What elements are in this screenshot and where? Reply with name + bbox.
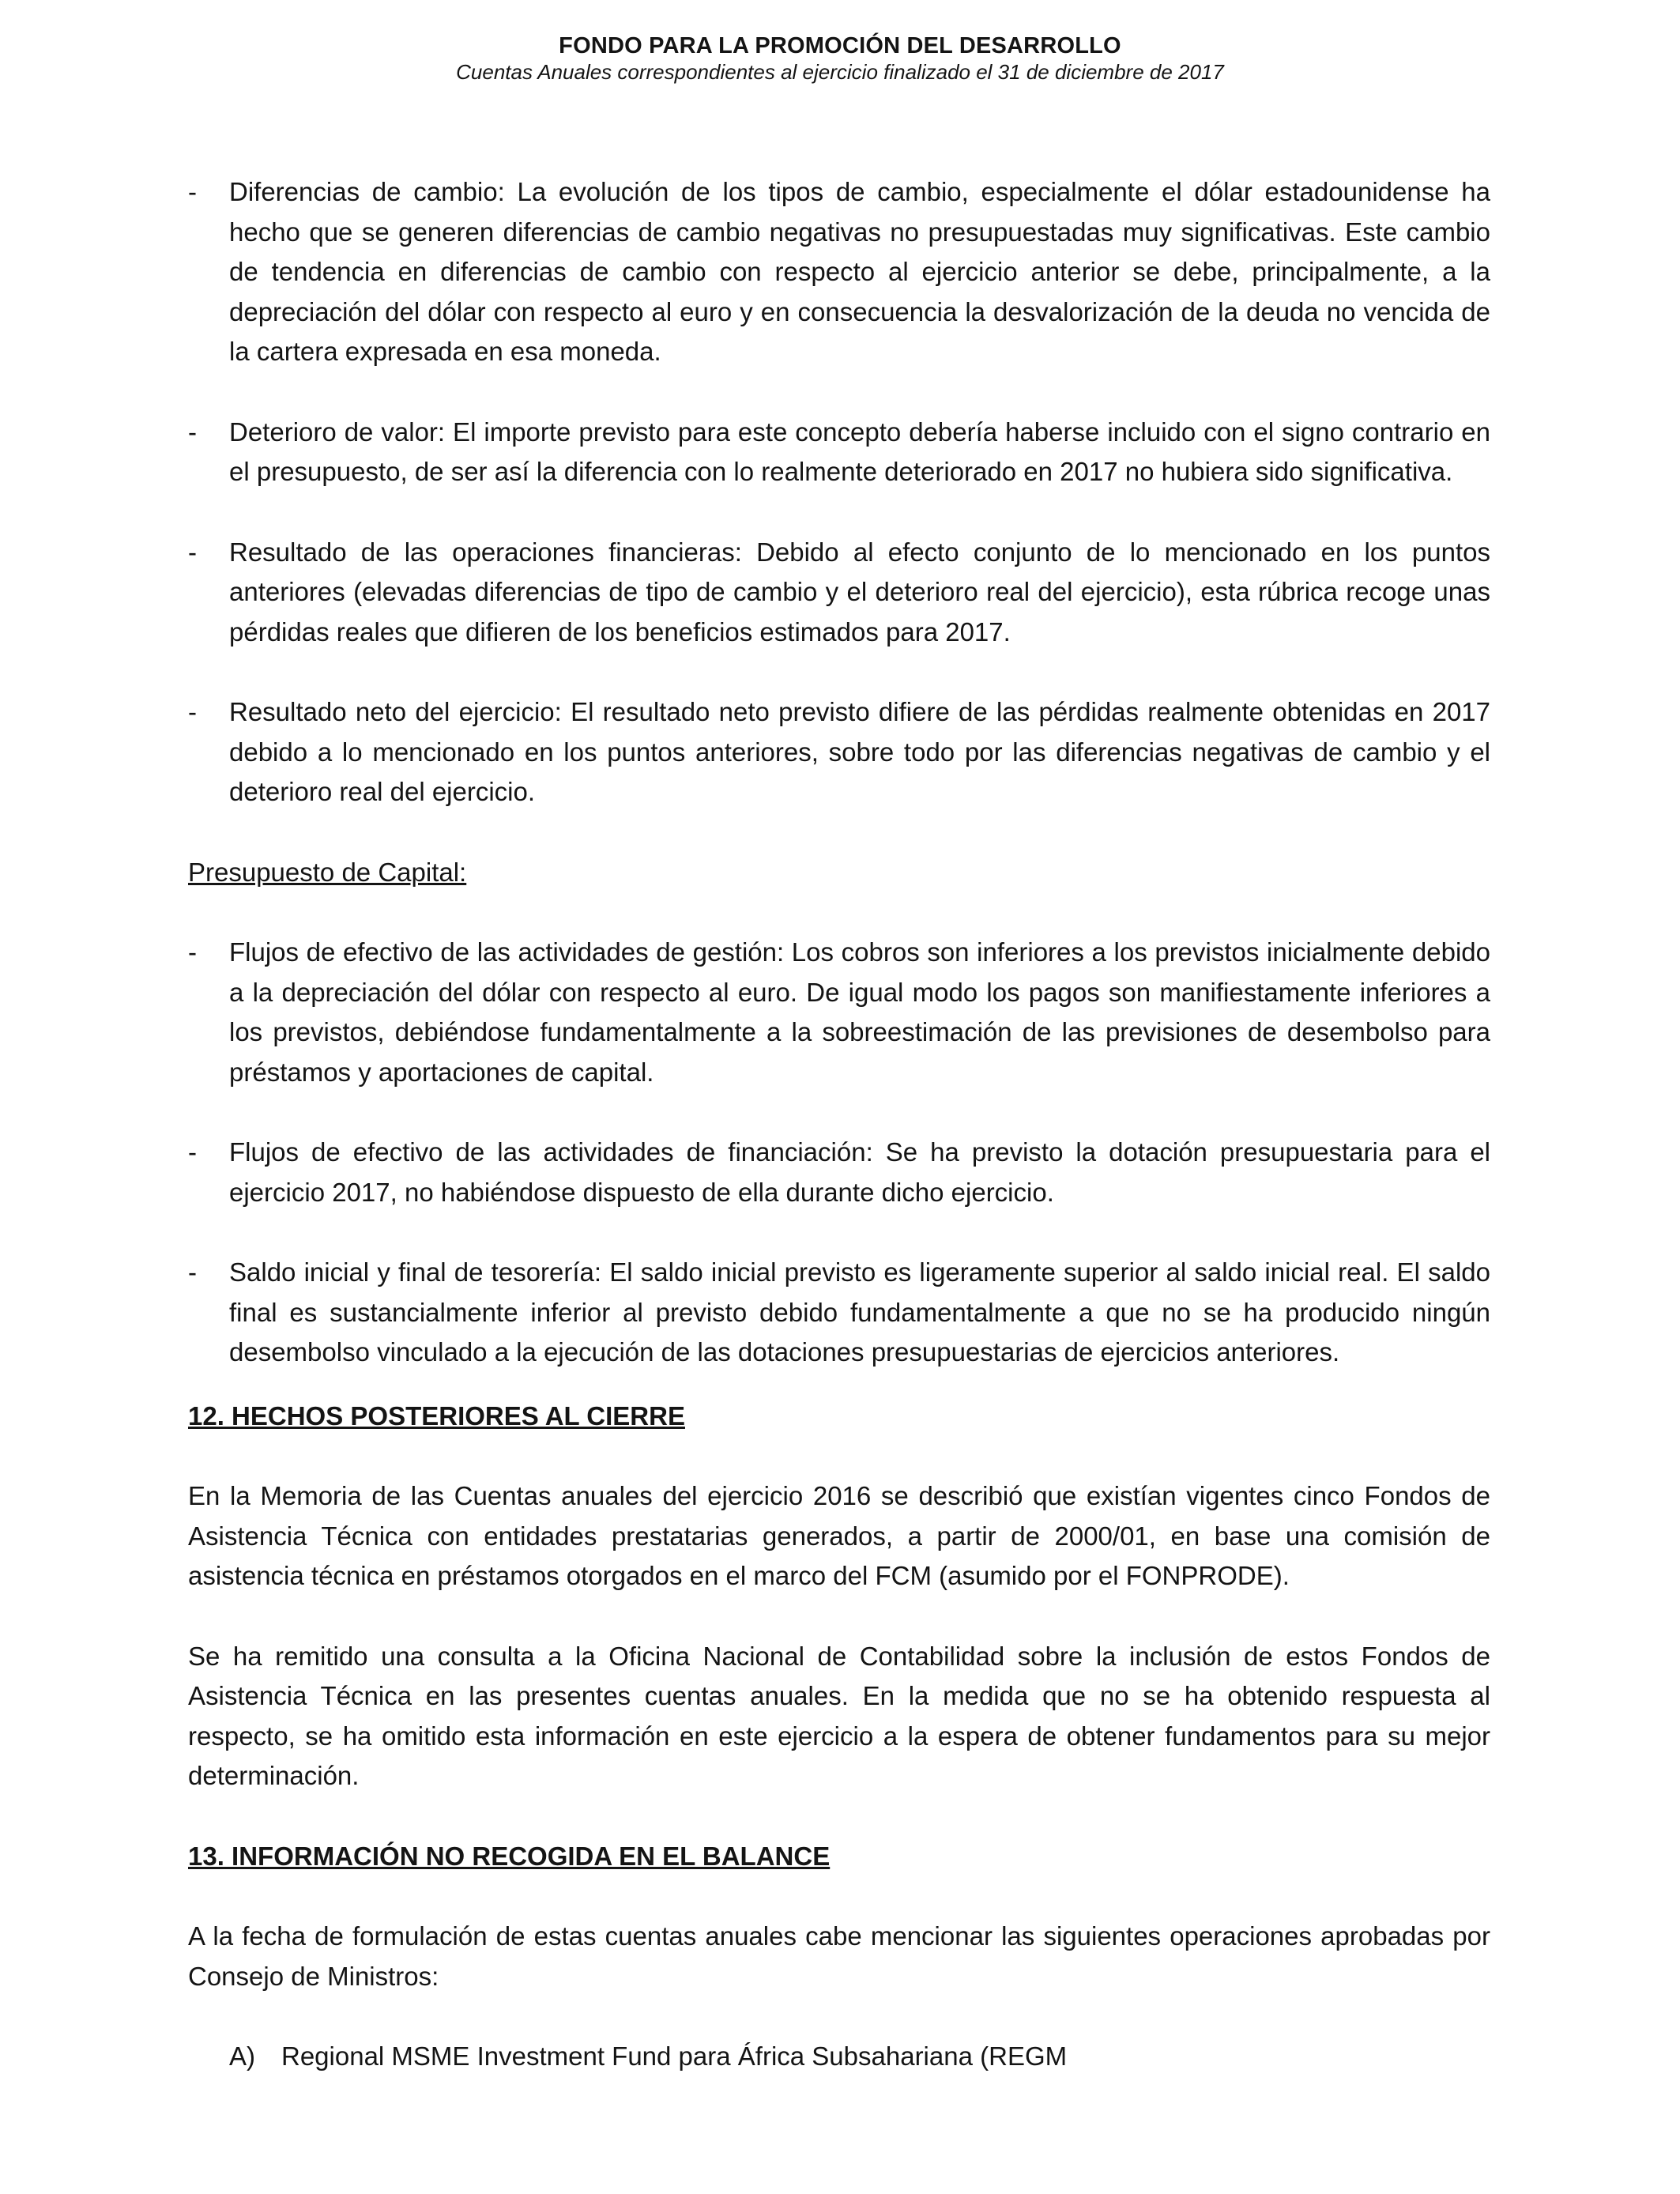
- bullet-saldo-tesoreria: [188, 1253, 1490, 1373]
- bullet-dash: -: [188, 937, 197, 967]
- bullet-text: Resultado de las operaciones financieras: Debido al efecto conjunto de lo mencionado en los puntos anteriores (elevadas diferencias de tipo de cambio y el deterioro real del ejercicio), esta rúbrica recoge unas pérdidas reales que difieren de los beneficios estimados para 2017.: [229, 537, 1490, 647]
- operation-list-item: [188, 2037, 1490, 2077]
- bullet-diferencias-cambio: [188, 172, 1490, 372]
- bullet-text: Flujos de efectivo de las actividades de gestión: Los cobros son inferiores a los previstos inicialmente debido a la depreciación del dólar con respecto al euro. De igual modo los pagos son manifiestamente inferiores a los previstos, debiéndose fundamentalmente a la sobreestimación de las previsiones de desembolso para préstamos y aportaciones de capital.: [229, 937, 1490, 1087]
- list-marker: A): [229, 2041, 255, 2071]
- bullet-dash: -: [188, 177, 197, 206]
- bullet-text: Diferencias de cambio: La evolución de los tipos de cambio, especialmente el dólar estadounidense ha hecho que se generen diferencias de cambio negativas no presupuestadas muy significativas. Este cambio de tendencia en diferencias de cambio con respecto al ejercicio anterior se debe, principalmente, a la depreciación del dólar con respecto al euro y en consecuencia la desvalorización de la deuda no vencida de la cartera expresada en esa moneda.: [229, 177, 1490, 366]
- bullet-dash: -: [188, 697, 197, 726]
- bullet-dash: -: [188, 417, 197, 447]
- section-13-heading: 13. INFORMACIÓN NO RECOGIDA EN EL BALANCE: [188, 1841, 831, 1871]
- bullet-text: Resultado neto del ejercicio: El resultado neto previsto difiere de las pérdidas realmente obtenidas en 2017 debido a lo mencionado en los puntos anteriores, sobre todo por las diferencias negativas de cambio y el deterioro real del ejercicio.: [229, 697, 1490, 806]
- section-12-heading: 12. HECHOS POSTERIORES AL CIERRE: [188, 1400, 685, 1431]
- bullet-dash: -: [188, 1257, 197, 1287]
- document-header-title: FONDO PARA LA PROMOCIÓN DEL DESARROLLO: [559, 33, 1121, 58]
- bullet-flujos-gestion: [188, 933, 1490, 1092]
- bullet-text: Saldo inicial y final de tesorería: El saldo inicial previsto es ligeramente superior al saldo inicial real. El saldo final es sustancialmente inferior al previsto debido fundamentalmente a que no se ha producido ningún desembolso vinculado a la ejecución de las dotaciones presupuestarias de ejercicios anteriores.: [229, 1257, 1490, 1367]
- bullet-text: Flujos de efectivo de las actividades de financiación: Se ha previsto la dotación presupuestaria para el ejercicio 2017, no habiéndose dispuesto de ella durante dicho ejercicio.: [229, 1137, 1490, 1207]
- section-12-paragraph: Se ha remitido una consulta a la Oficina Nacional de Contabilidad sobre la inclusión de estos Fondos de Asistencia Técnica en las presentes cuentas anuales. En la medida que no se ha obtenido respuesta al respecto, se ha omitido esta información en este ejercicio a la espera de obtener fundamentos para su mejor determinación.: [188, 1641, 1490, 1790]
- bullet-resultado-neto: [188, 692, 1490, 812]
- section-13-intro: A la fecha de formulación de estas cuentas anuales cabe mencionar las siguientes operaciones aprobadas por Consejo de Ministros:: [188, 1921, 1490, 1991]
- document-body: [188, 172, 1490, 2077]
- section-12-paragraph: En la Memoria de las Cuentas anuales del ejercicio 2016 se describió que existían vigentes cinco Fondos de Asistencia Técnica con entidades prestatarias generados, a partir de 2000/01, en base una comisión de asistencia técnica en préstamos otorgados en el marco del FCM (asumido por el FONPRODE).: [188, 1481, 1490, 1590]
- bullet-flujos-financiacion: [188, 1133, 1490, 1212]
- capital-budget-heading: Presupuesto de Capital:: [188, 857, 467, 887]
- list-item-text: Regional MSME Investment Fund para África Subsahariana (REGM: [281, 2041, 1068, 2071]
- bullet-text: Deterioro de valor: El importe previsto para este concepto debería haberse incluido con el signo contrario en el presupuesto, de ser así la diferencia con lo realmente deteriorado en 2017 no hubiera sido significativa.: [229, 417, 1490, 486]
- bullet-dash: -: [188, 1137, 197, 1167]
- bullet-deterioro-valor: [188, 413, 1490, 492]
- document-header-subtitle: Cuentas Anuales correspondientes al ejercicio finalizado el 31 de diciembre de 2017: [456, 60, 1224, 84]
- bullet-resultado-operaciones: [188, 533, 1490, 653]
- bullet-dash: -: [188, 537, 197, 567]
